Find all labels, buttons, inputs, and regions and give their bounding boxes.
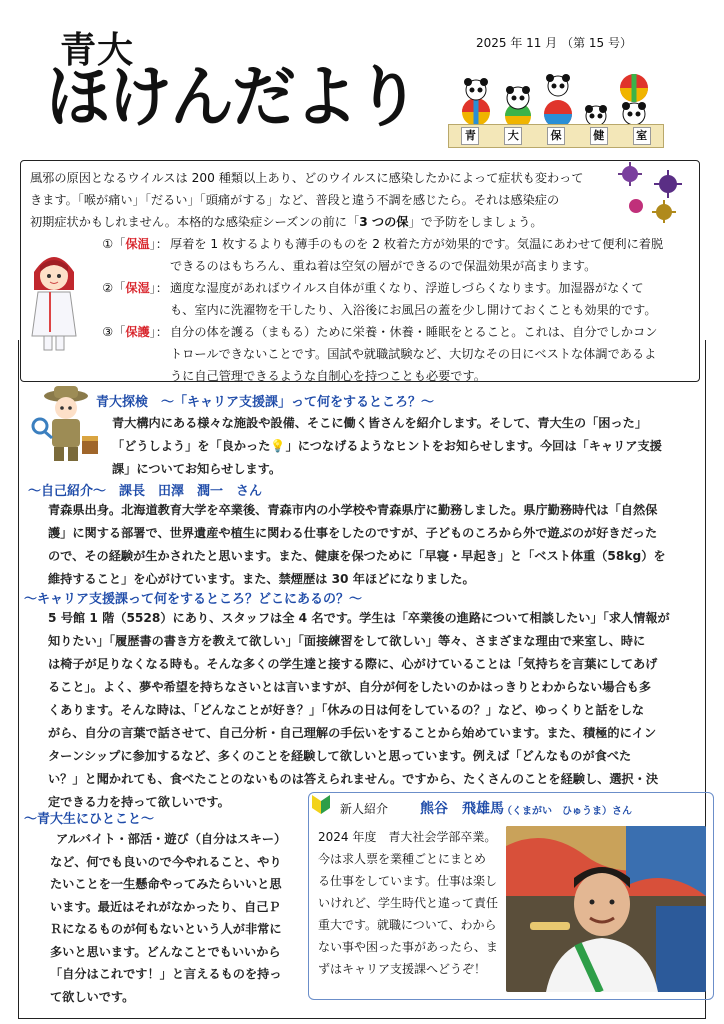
intro-text: 初期症状かもしれません。本格的な感染症シーズンの前に「 — [30, 215, 360, 229]
tanken-lead — [112, 412, 706, 481]
panda-5 — [620, 74, 648, 125]
newcomer-kana: （くまがい ひゅうま）さん — [502, 806, 632, 817]
lead-line: 青大構内にある様々な施設や設備、そこに働く皆さんを紹介します。そして、青大生の「困った」 — [112, 416, 648, 430]
body-line: 多いと思います。どんなことでもいいから — [50, 944, 281, 959]
school-char: 室 — [633, 127, 651, 145]
body-line: Ｒになるものが何もないという人が非常に — [50, 922, 282, 936]
point-line: トロールできないことです。国試や就職試験など、大切なその日にベストな体調であるよ — [170, 347, 657, 361]
newcomer-label: 新人紹介 — [340, 802, 389, 816]
intro-tail: 」で予防をしましょう。 — [408, 215, 543, 229]
school-char: 保 — [547, 127, 565, 145]
panda-2 — [505, 86, 531, 129]
body-line: 「自分はこれです！」と言えるものを持っ — [50, 967, 282, 981]
issue-info: 2025 年 11 月 （第 15 号） — [476, 36, 632, 50]
body-line: アルバイト・部活・遊び（自分はスキー） — [56, 832, 287, 846]
point-num: ②「 — [102, 281, 126, 295]
body-line: ターンシップに参加するなど、多くのことを経験して欲しいと思っています。例えば「どんなものが食べた — [48, 749, 632, 763]
school-char: 大 — [504, 127, 522, 145]
point-key: 保護 — [125, 325, 150, 339]
point-line: 自分の体を護る（まもる）ために栄養・休養・睡眠をとること。これは、自分でしかコン — [170, 325, 658, 339]
beginner-mark-icon — [310, 793, 332, 815]
tanken-title: 青大探検 ～「キャリア支援課」って何をするところ？～ — [96, 395, 435, 410]
body-line: ずはキャリア支援課へどうぞ！ — [318, 962, 487, 976]
point-line: できるのはもちろん、重ね着は空気の層ができるので保温効果が高まります。 — [170, 259, 597, 273]
point-label — [90, 233, 168, 255]
panda-1 — [462, 78, 490, 126]
newsletter-title: ほけんだより — [46, 59, 418, 137]
self-intro-body — [48, 499, 708, 591]
body-line: 維持すること」を心がけています。また、禁煙歴は 30 年ほどになりました。 — [48, 572, 475, 586]
point-key: 保湿 — [125, 281, 150, 295]
body-line: など、何でも良いので今やれること、やり — [50, 854, 282, 869]
point-line: うに自己管理できるような自制心を持つことも必要です。 — [170, 369, 486, 383]
point-key: 保温 — [125, 237, 150, 251]
newcomer-text — [318, 826, 504, 980]
point-text — [170, 277, 698, 321]
school-char: 健 — [590, 127, 608, 145]
point-close: 」： — [149, 325, 168, 339]
virus-icon — [614, 160, 692, 224]
point-label — [90, 277, 168, 299]
body-line: がら、自分の言葉で話させて、自己分析・自己理解の手伝いをすることから始めています。また、積極的にイン — [48, 726, 657, 740]
lead-line: 「どうしよう」を「良かった💡」につなげるようなヒントをお知らせします。今回は「キャリア支援 — [112, 439, 662, 453]
explorer-illustration — [30, 384, 100, 466]
career-body — [48, 607, 708, 814]
career-heading: ～キャリア支援課って何をするところ？どこにあるの？～ — [24, 592, 363, 607]
body-line: 知りたい」「履歴書の書き方を教えて欲しい」「面接練習をして欲しい」等々、さまざまな理由で来室し、時に — [48, 634, 646, 648]
point-line: も、室内に洗濯物を干したり、入浴後にお風呂の蓋を少し開けておくことも効果的です。 — [170, 303, 657, 317]
body-line: くあります。そんな時は、「どんなことが好き？」「休みの日は何をしているの？」など、ゆっくりと話をしな — [48, 703, 645, 717]
message-body — [50, 828, 308, 1008]
newcomer-name: 熊谷 飛雄馬 — [420, 801, 504, 817]
message-heading: ～青大生にひとこと～ — [24, 812, 155, 827]
body-line: ること」。よく、夢や希望を持ちなさいとは言いますが、自分が何をしたいのかはっきりとわからない場合も多 — [48, 680, 652, 694]
nurse-illustration — [26, 250, 82, 354]
point-close: 」： — [149, 281, 168, 295]
point-line: 厚着を 1 枚するよりも薄手のものを 2 枚着た方が効果的です。気温にあわせて便利に着脱 — [170, 237, 664, 251]
body-line: たいことを一生懸命やってみたらいいと思 — [50, 877, 282, 891]
body-line: 青森県出身。北海道教育大学を卒業後、青森市内の小学校や青森県庁に勤務しました。県庁勤務時代は「自然保 — [48, 503, 658, 517]
body-line: て欲しいです。 — [50, 989, 135, 1004]
infection-intro — [30, 167, 610, 233]
school-char: 青 — [461, 127, 479, 145]
body-line: いけれど、学生時代と違って責任 — [318, 896, 499, 910]
body-line: 定できる力を持って欲しいです。 — [48, 795, 230, 809]
body-line: 今は求人票を業種ごとにまとめ — [318, 852, 487, 866]
point-label — [90, 321, 168, 343]
panda-4 — [585, 105, 607, 126]
intro-key: 3 つの保 — [359, 215, 409, 229]
intro-line — [30, 211, 610, 233]
point-num: ①「 — [102, 237, 126, 251]
newcomer-photo — [506, 826, 706, 992]
intro-line: 風邪の原因となるウイルスは 200 種類以上あり、どのウイルスに感染したかによって症状も変わって — [30, 171, 584, 185]
self-intro-heading: ～自己紹介～ 課長 田澤 潤一 さん — [28, 484, 263, 499]
body-line: ない事や困った事があったら、ま — [318, 940, 498, 954]
body-line: る仕事をしています。仕事は楽し — [318, 874, 498, 888]
body-line: います。最近はそれがなかったり、自己Ｐ — [50, 899, 281, 914]
intro-line: きます。「喉が痛い」「だるい」「頭痛がする」など、普段と違う不調を感じたら。それは感染症の — [30, 193, 560, 207]
point-num: ③「 — [102, 325, 126, 339]
health-room-label — [448, 124, 664, 148]
body-line: い？」と聞かれても、食べたことのないものは答えられません。ですから、たくさんのことを経験し、選択・決 — [48, 772, 659, 786]
point-text — [170, 321, 698, 387]
newsletter-subtitle: 青大 — [60, 30, 135, 71]
body-line: 5 号館 1 階（5528）にあり、スタッフは全 4 名です。学生は「卒業後の進路について相談したい」「求人情報が — [48, 611, 670, 625]
body-line: 2024 年度 青大社会学部卒業。 — [318, 830, 497, 844]
panda-3 — [544, 74, 572, 128]
lead-line: 課」についてお知らせします。 — [112, 462, 282, 476]
body-line: 護」に関する部署で、世界遺産や植生に関わる仕事をしたのですが、子どものころから外で遊ぶのが好きだった — [48, 526, 658, 540]
body-line: ので、その経験が生かされたと思います。また、健康を保つために「早寝・早起き」と「ベスト体重（58kg）を — [48, 549, 666, 563]
point-line: 適度な湿度があればウイルス自体が重くなり、浮遊しづらくなります。加湿器がなくて — [170, 281, 644, 295]
body-line: は椅子が足りなくなる時も。そんな多くの学生達と接する際に、心がけていることは「気持ちを言葉にしてあげ — [48, 657, 658, 671]
body-line: 重大です。就職について、わから — [318, 918, 497, 932]
point-close: 」： — [149, 237, 168, 251]
point-text — [170, 233, 698, 277]
